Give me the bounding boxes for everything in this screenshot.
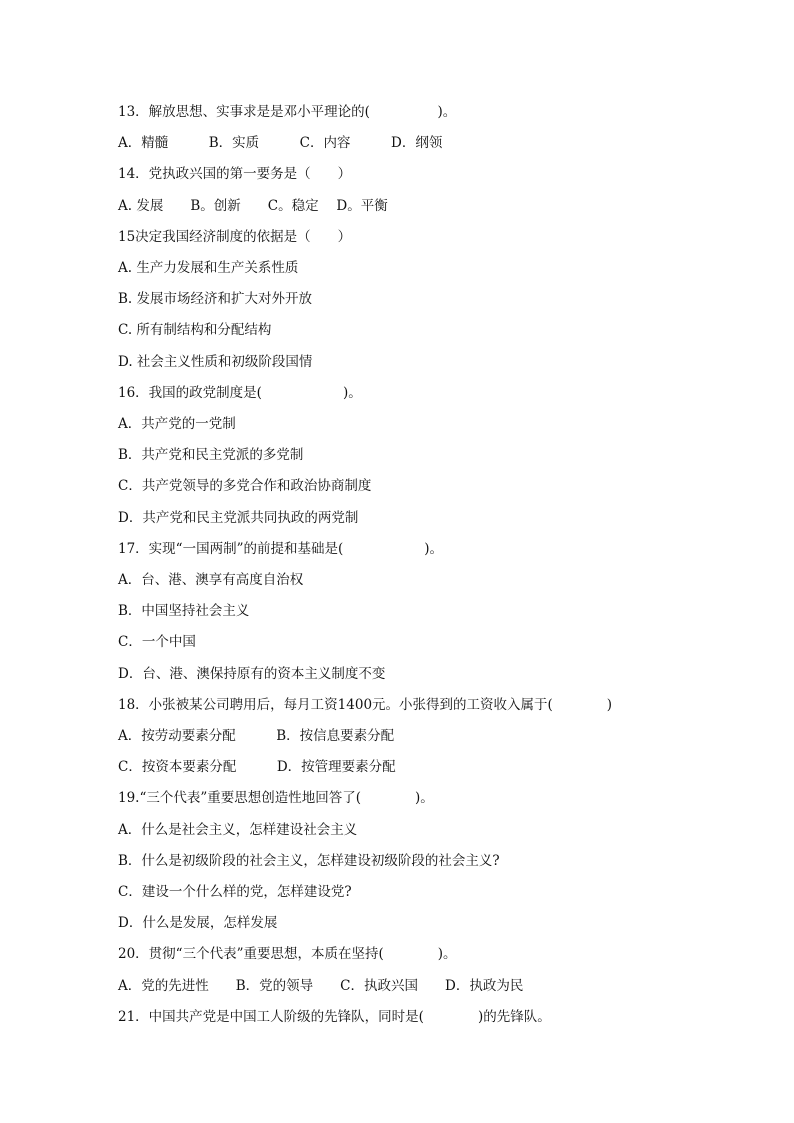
question-18-options-ab: A．按劳动要素分配 B．按信息要素分配 bbox=[118, 728, 395, 744]
question-15-option-a: A. 生产力发展和生产关系性质 bbox=[118, 260, 299, 276]
question-14: 14．党执政兴国的第一要务是（ ） bbox=[118, 166, 352, 182]
question-21: 21．中国共产党是中国工人阶级的先锋队，同时是( )的先锋队。 bbox=[118, 1009, 551, 1025]
question-19-option-c: C．建设一个什么样的党，怎样建设党? bbox=[118, 884, 352, 900]
question-19-option-a: A．什么是社会主义，怎样建设社会主义 bbox=[118, 822, 358, 838]
question-17-option-d: D．台、港、澳保持原有的资本主义制度不变 bbox=[118, 666, 386, 682]
question-15-option-b: B. 发展市场经济和扩大对外开放 bbox=[118, 291, 313, 307]
question-20-options: A．党的先进性 B．党的领导 C．执政兴国 D．执政为民 bbox=[118, 978, 524, 994]
question-13: 13．解放思想、实事求是是邓小平理论的( )。 bbox=[118, 104, 457, 120]
question-17: 17．实现“一国两制”的前提和基础是( )。 bbox=[118, 541, 444, 557]
question-15-option-d: D. 社会主义性质和初级阶段国情 bbox=[118, 354, 313, 370]
question-16-option-a: A．共产党的一党制 bbox=[118, 416, 236, 432]
question-19-option-d: D．什么是发展，怎样发展 bbox=[118, 915, 278, 931]
question-16: 16．我国的政党制度是( )。 bbox=[118, 385, 362, 401]
question-19: 19.“三个代表”重要思想创造性地回答了( )。 bbox=[118, 790, 434, 806]
question-15: 15决定我国经济制度的依据是（ ） bbox=[118, 229, 352, 245]
question-14-options: A. 发展 B。创新 C。稳定 D。平衡 bbox=[118, 198, 388, 214]
question-17-option-c: C．一个中国 bbox=[118, 634, 196, 650]
question-13-options: A．精髓 B．实质 C．内容 D．纲领 bbox=[118, 135, 443, 151]
question-15-option-c: C. 所有制结构和分配结构 bbox=[118, 322, 272, 338]
question-16-option-c: C．共产党领导的多党合作和政治协商制度 bbox=[118, 478, 372, 494]
question-20: 20．贯彻“三个代表”重要思想，本质在坚持( )。 bbox=[118, 946, 457, 962]
question-18: 18．小张被某公司聘用后，每月工资1400元。小张得到的工资收入属于( ) bbox=[118, 697, 613, 713]
question-16-option-d: D．共产党和民主党派共同执政的两党制 bbox=[118, 510, 359, 526]
question-18-options-cd: C．按资本要素分配 D．按管理要素分配 bbox=[118, 759, 396, 775]
question-16-option-b: B．共产党和民主党派的多党制 bbox=[118, 447, 304, 463]
question-17-option-b: B．中国坚持社会主义 bbox=[118, 603, 250, 619]
question-19-option-b: B．什么是初级阶段的社会主义，怎样建设初级阶段的社会主义? bbox=[118, 853, 500, 869]
question-17-option-a: A．台、港、澳享有高度自治权 bbox=[118, 572, 304, 588]
